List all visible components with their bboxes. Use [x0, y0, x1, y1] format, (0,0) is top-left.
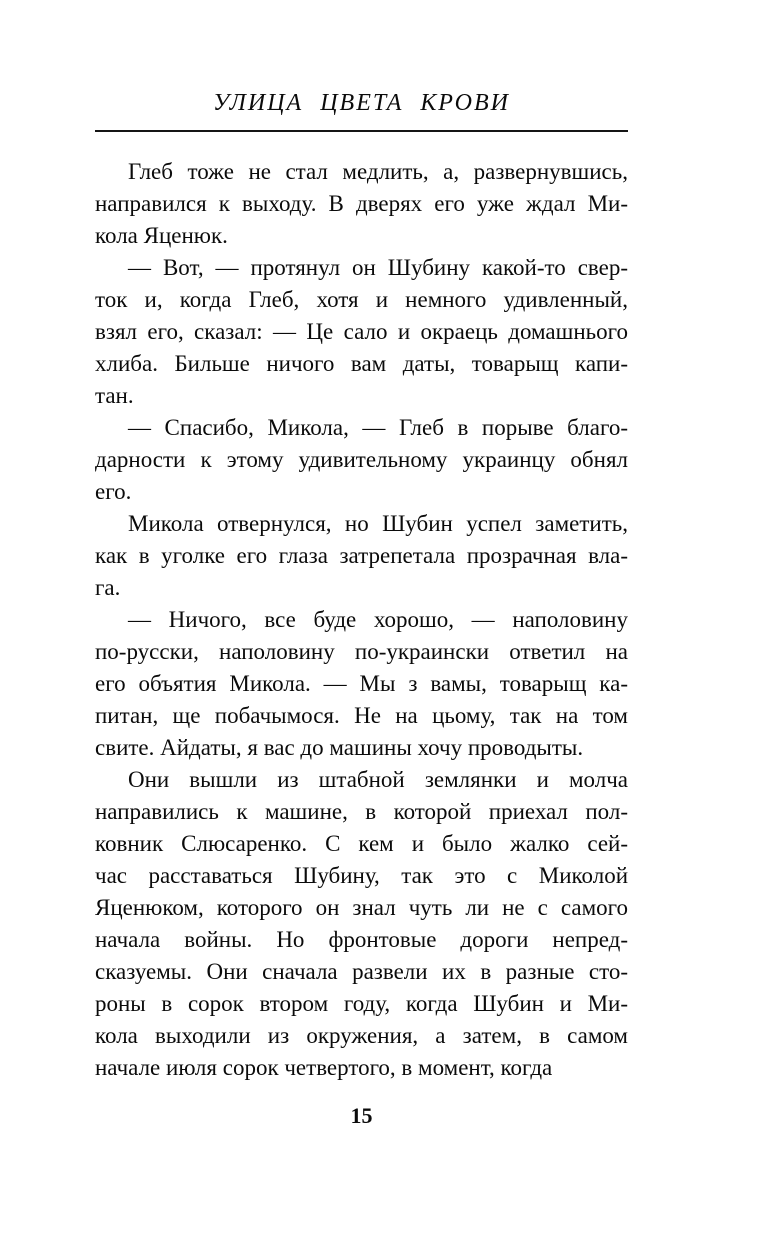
- paragraph: [95, 156, 628, 252]
- text-line: ток и, когда Глеб, хотя и немного удивленный,: [95, 287, 628, 312]
- text-line: тан.: [95, 383, 134, 408]
- text-line: га.: [95, 575, 121, 600]
- text-line: дарности к этому удивительному украинцу обнял: [95, 447, 628, 472]
- text-line: свите. Айдаты, я вас до машины хочу проводыты.: [95, 735, 584, 760]
- paragraph: [95, 412, 628, 508]
- text-line: начале июля сорок четвертого, в момент, когда: [95, 1055, 553, 1080]
- text-line: Микола отвернулся, но Шубин успел заметить,: [128, 511, 628, 536]
- text-line: ковник Слюсаренко. С кем и было жалко сей-: [95, 831, 628, 856]
- text-line: питан, ще побачымося. Не на цьому, так на том: [95, 703, 628, 728]
- text-line: по-русски, наполовину по-украински ответил на: [95, 639, 628, 664]
- running-head: УЛИЦА ЦВЕТА КРОВИ: [213, 90, 510, 116]
- text-line: направился к выходу. В дверях его уже ждал Ми-: [95, 191, 628, 216]
- text-line: кола Яценюк.: [95, 223, 228, 248]
- text-line: Глеб тоже не стал медлить, а, развернувшись,: [128, 159, 628, 184]
- text-line: — Вот, — протянул он Шубину какой-то свер-: [128, 255, 628, 280]
- text-line: его.: [95, 479, 132, 504]
- text-line: сказуемы. Они сначала развели их в разные сто-: [95, 959, 628, 984]
- text-line: хлиба. Бильше ничого вам даты, товарыщ капи-: [95, 351, 628, 376]
- page-body: [95, 156, 628, 1084]
- text-line: — Спасибо, Микола, — Глеб в порыве благо-: [128, 415, 628, 440]
- text-line: — Ничого, все буде хорошо, — наполовину: [128, 607, 628, 632]
- paragraph: [95, 604, 628, 764]
- text-line: час расставаться Шубину, так это с Миколой: [95, 863, 628, 888]
- paragraph: [95, 508, 628, 604]
- text-line: Яценюком, которого он знал чуть ли не с самого: [95, 895, 628, 920]
- text-line: начала войны. Но фронтовые дороги непред-: [95, 927, 628, 952]
- text-line: как в уголке его глаза затрепетала прозрачная вла-: [95, 543, 628, 568]
- text-line: кола выходили из окружения, а затем, в самом: [95, 1023, 628, 1048]
- text-line: Они вышли из штабной землянки и молча: [128, 767, 628, 792]
- paragraph: [95, 252, 628, 412]
- text-line: его объятия Микола. — Мы з вамы, товарыщ ка-: [95, 671, 628, 696]
- text-line: взял его, сказал: — Це сало и окраець домашнього: [95, 319, 628, 344]
- page-number: 15: [350, 1103, 373, 1128]
- header-rule: [95, 130, 628, 132]
- text-line: роны в сорок втором году, когда Шубин и Ми-: [95, 991, 628, 1016]
- paragraph: [95, 764, 628, 1084]
- text-line: направились к машине, в которой приехал пол-: [95, 799, 628, 824]
